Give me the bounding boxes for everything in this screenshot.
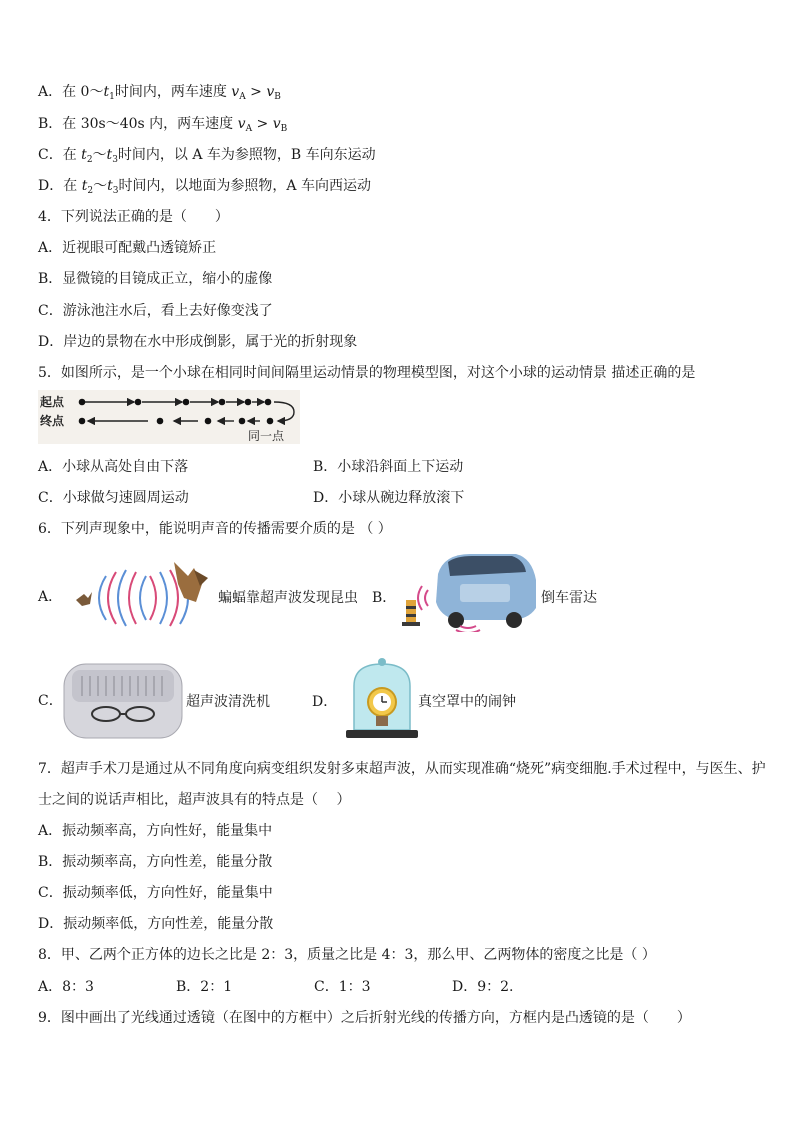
vacuum-bell-jar-clock-image [344, 656, 420, 744]
q7-stem-line2: 士之间的说话声相比，超声波具有的特点是（ ） [38, 792, 351, 808]
q5-option-d: D．小球从碗边释放滚下 [313, 490, 465, 506]
q3-option-b: B．在 30s～40s 内，两车速度 $v_A > v_B$ [38, 116, 288, 134]
q7-option-a: A．振动频率高，方向性好，能量集中 [38, 823, 273, 839]
q7-option-b: B．振动频率高，方向性差，能量分散 [38, 854, 273, 870]
q5-option-b: B．小球沿斜面上下运动 [313, 459, 464, 475]
q7-stem-line1: 7．超声手术刀是通过从不同角度向病变组织发射多束超声波，从而实现准确“烧死”病变细胞.手术过程中，与医生、护 [38, 761, 766, 777]
ultrasonic-cleaner-image [62, 660, 184, 740]
q4-option-c: C．游泳池注水后，看上去好像变浅了 [38, 303, 273, 319]
q6-option-b-label: B． [372, 590, 397, 606]
q8-option-b: B．2：1 [176, 979, 233, 995]
q8-stem: 8．甲、乙两个正方体的边长之比是 2：3，质量之比是 4：3，那么甲、乙两物体的密度之比是（ ） [38, 947, 656, 963]
q4-option-a: A．近视眼可配戴凸透镜矫正 [38, 240, 217, 256]
q6-option-d-label: D． [312, 694, 338, 710]
q5-option-a: A．小球从高处自由下落 [38, 459, 189, 475]
q4-stem: 4．下列说法正确的是（ ） [38, 209, 229, 225]
q6-option-b-caption: 倒车雷达 [541, 590, 597, 606]
q3-option-c: C．在 $t_2\sim t_3$时间内，以 A 车为参照物，B 车向东运动 [38, 147, 376, 165]
ball-motion-diagram [38, 390, 300, 444]
q7-option-c: C．振动频率低，方向性好，能量集中 [38, 885, 273, 901]
q6-option-a-caption: 蝙蝠靠超声波发现昆虫 [218, 590, 358, 606]
q6-option-c-caption: 超声波清洗机 [186, 694, 270, 710]
end-label: 终点 [40, 414, 65, 428]
bat-ultrasound-image [76, 558, 216, 638]
car-reversing-radar-image [400, 550, 540, 632]
q5-option-c: C．小球做匀速圆周运动 [38, 490, 189, 506]
q8-option-d: D．9：2. [452, 979, 514, 995]
q4-option-d: D．岸边的景物在水中形成倒影，属于光的折射现象 [38, 334, 358, 350]
q4-option-b: B．显微镜的目镜成正立，缩小的虚像 [38, 271, 273, 287]
q3-option-a: A．在 $0\sim t_1$时间内，两车速度 $v_A > v_B$ [38, 84, 281, 102]
q8-option-a: A．8：3 [38, 979, 94, 995]
q3-option-d: D．在 $t_2\sim t_3$时间内，以地面为参照物，A 车向西运动 [38, 178, 371, 196]
q6-option-c-label: C． [38, 693, 63, 709]
q8-option-c: C．1：3 [314, 979, 371, 995]
q6-option-a-label: A． [38, 589, 63, 605]
q6-option-d-caption: 真空罩中的闹钟 [418, 694, 516, 710]
q5-stem: 5．如图所示，是一个小球在相同时间间隔里运动情景的物理模型图，对这个小球的运动情景 描述正确的是 [38, 365, 696, 381]
same-point-label: 同一点 [248, 429, 285, 443]
q7-option-d: D．振动频率低，方向性差，能量分散 [38, 916, 274, 932]
ball-motion-figure [38, 390, 300, 444]
q9-stem: 9．图中画出了光线通过透镜（在图中的方框中）之后折射光线的传播方向，方框内是凸透镜的是（ ） [38, 1010, 691, 1026]
start-label: 起点 [40, 395, 65, 409]
q6-stem: 6．下列声现象中，能说明声音的传播需要介质的是 （ ） [38, 521, 392, 537]
